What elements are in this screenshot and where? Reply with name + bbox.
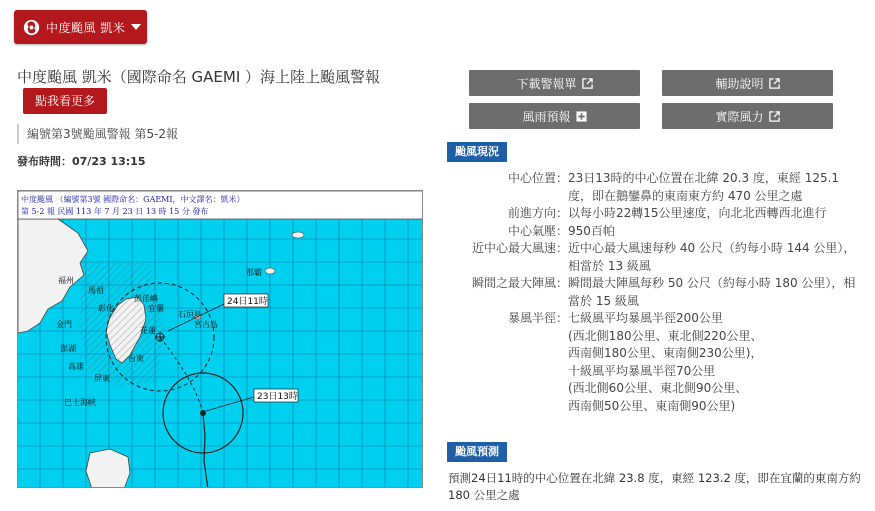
status-row-direction (447, 205, 862, 223)
forecast-track (160, 337, 203, 413)
place-name: 澎湖 (60, 344, 76, 353)
external-link-icon (769, 78, 780, 89)
download-warning-button[interactable] (469, 70, 640, 96)
status-label: 中心位置： (507, 171, 568, 185)
warning-issue-number: 編號第3號颱風警報 第5-2報 (17, 124, 178, 144)
status-row-gust (447, 275, 862, 310)
help-button[interactable] (662, 70, 833, 96)
typhoon-center-current (200, 410, 206, 416)
place-name: 彭佳嶼 (134, 294, 158, 303)
place-name: 花蓮 (140, 326, 156, 335)
actual-wind-button[interactable] (662, 103, 833, 129)
status-value: 以每小時22轉15公里速度，向北北西轉西北進行 (568, 206, 827, 220)
place-name: 金門 (56, 320, 72, 329)
status-section-tag: 颱風現況 (447, 142, 507, 162)
download-warning-label: 下載警報單 (516, 76, 577, 91)
external-link-icon (582, 78, 593, 89)
publish-time-label: 發布時間： (17, 155, 72, 168)
place-name: 宮古島 (194, 320, 218, 329)
forecast-section-tag: 颱風預測 (447, 442, 507, 462)
place-name: 巴士海峽 (64, 398, 96, 407)
status-label: 暴風半徑： (507, 311, 568, 325)
past-track (203, 413, 208, 488)
place-name: 宜蘭 (148, 304, 164, 313)
status-panel (447, 170, 862, 415)
label-24: 24日11時 (227, 297, 268, 307)
place-name: 福州 (58, 276, 74, 285)
status-label: 近中心最大風速： (471, 241, 568, 255)
rain-forecast-label: 風雨預報 (522, 109, 571, 124)
china-landmass (18, 219, 88, 333)
map-header-line2: 第 5-2 報 民國 113 年 7 月 23 日 13 時 15 分 發布 (21, 207, 209, 216)
map-header-line1: 中度颱風 （編號第3號 國際命名：GAEMI，中文譯名：凱米） (21, 195, 245, 204)
status-value: 23日13時的中心位置在北緯 20.3 度，東經 125.1 度，即在鵝鑾鼻的東南東方約 470 公里之處 (568, 171, 840, 203)
place-name: 馬祖 (88, 286, 104, 295)
status-label: 前進方向： (507, 206, 568, 220)
place-name: 高雄 (68, 362, 84, 371)
status-label: 瞬間之最大陣風： (471, 276, 568, 290)
more-button[interactable]: 點我看更多 (23, 88, 107, 114)
status-row-max-wind (447, 240, 862, 275)
actual-wind-label: 實際風力 (715, 109, 764, 124)
publish-time-value: 07/23 13:15 (72, 155, 146, 168)
storm-selector-button[interactable] (14, 10, 147, 44)
luzon-landmass (86, 449, 130, 488)
page-title: 中度颱風 凱米（國際命名 GAEMI ）海上陸上颱風警報 (17, 68, 381, 86)
typhoon-track-map-svg (18, 191, 423, 488)
okinawa-island (265, 268, 275, 274)
place-name: 石垣島 (178, 310, 202, 319)
typhoon-icon (23, 19, 40, 36)
place-name: 彰化 (98, 304, 114, 313)
status-value: 七級風平均暴風半徑200公里 (西北側180公里、東北側220公里、 西南側180公里、東南側230公里)， 十級風平均暴風半徑70公里 (西北側60公里、東北側90公里、 西南側50公里、東南側90公里) (568, 311, 763, 413)
warning-zone (78, 263, 164, 387)
external-link-icon (769, 111, 780, 122)
place-name: 那霸 (246, 268, 262, 277)
place-name: 屏東 (94, 374, 110, 383)
rain-forecast-button[interactable] (469, 103, 640, 129)
place-name: 台東 (128, 354, 144, 363)
forecast-text: 預測24日11時的中心位置在北緯 23.8 度，東經 123.2 度，即在宜蘭的東南方約 180 公里之處 (448, 471, 861, 502)
status-value: 瞬間最大陣風每秒 50 公尺（約每小時 180 公里），相當於 15 級風 (568, 276, 856, 308)
status-value: 950百帕 (568, 223, 615, 238)
status-row-center (447, 170, 862, 205)
help-label: 輔助說明 (715, 76, 764, 91)
label-23: 23日13時 (257, 392, 298, 402)
status-label: 中心氣壓： (507, 223, 568, 238)
status-value: 近中心最大風速每秒 40 公尺（約每小時 144 公里），相當於 13 級風 (568, 241, 856, 273)
typhoon-track-map[interactable] (17, 190, 423, 488)
publish-time (17, 153, 145, 169)
ryukyu-island (292, 232, 304, 238)
plus-icon (576, 111, 587, 122)
storm-selector-label: 中度颱風 凱米 (46, 20, 126, 35)
chevron-down-icon (131, 24, 141, 30)
status-row-radius (447, 310, 862, 415)
status-row-pressure (447, 223, 862, 241)
